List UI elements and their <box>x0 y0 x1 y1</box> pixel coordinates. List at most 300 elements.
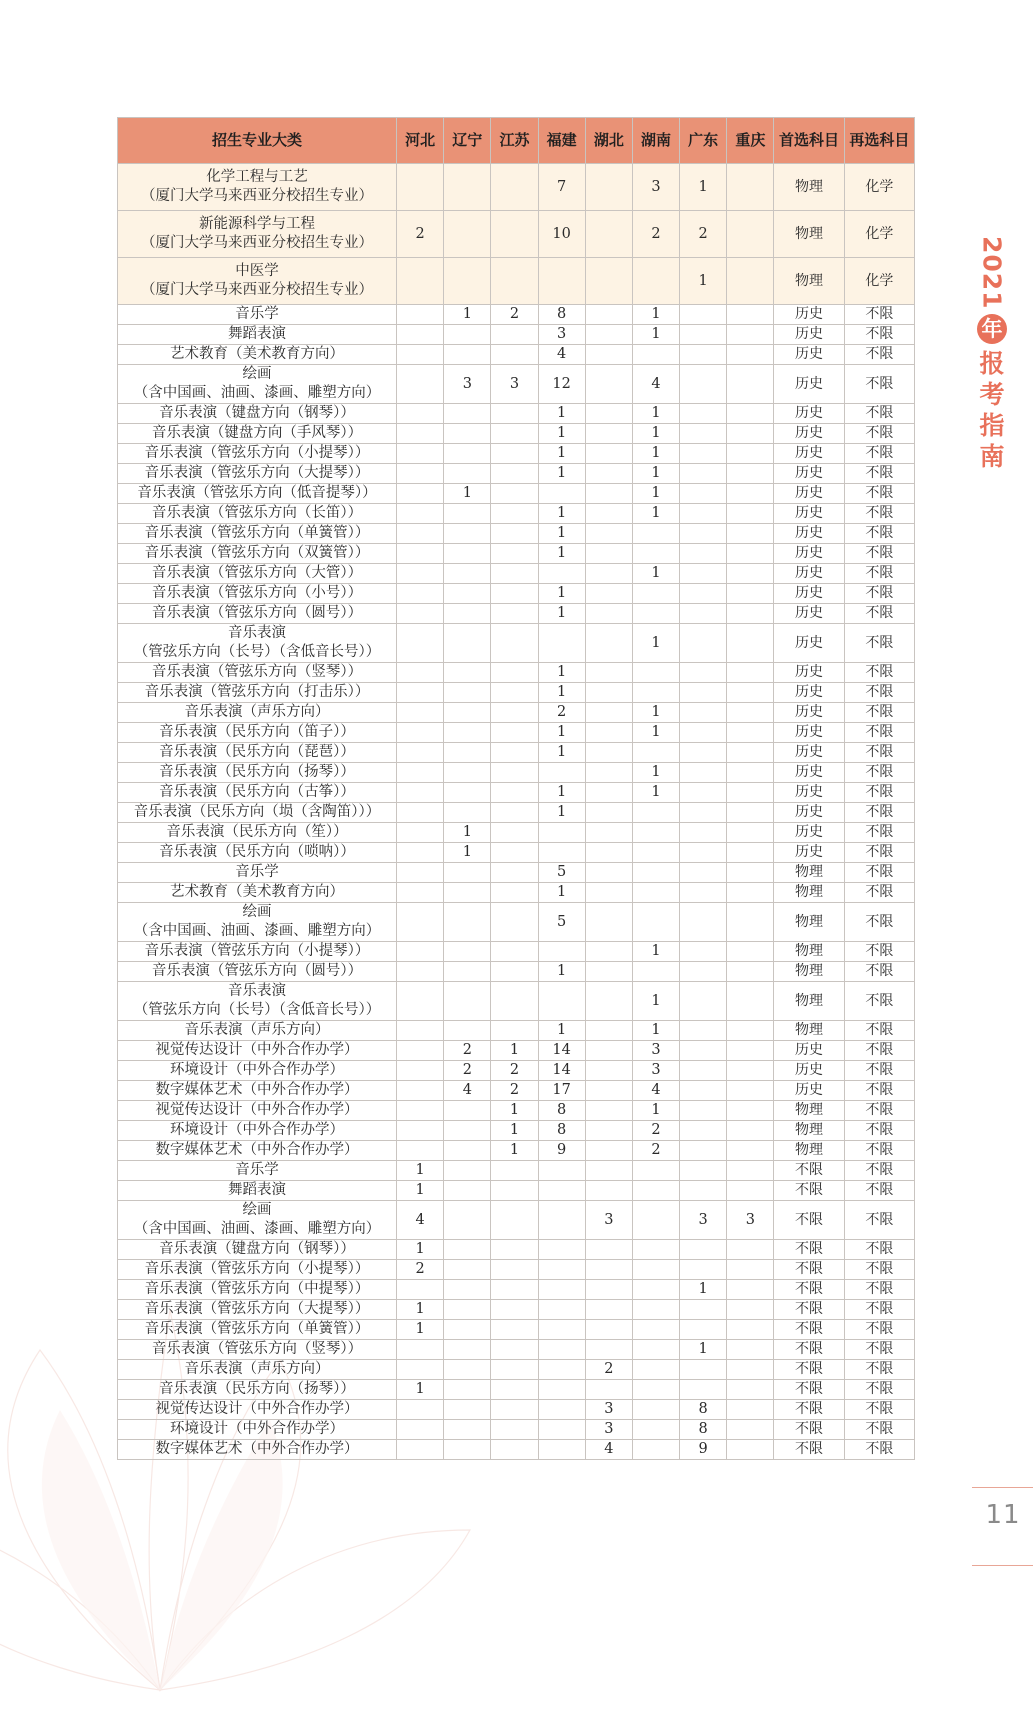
second-subject-cell: 不限 <box>844 1400 914 1420</box>
major-name-line: 音乐表演（民乐方向（笛子）） <box>159 724 355 740</box>
quota-cell <box>727 524 774 544</box>
quota-cell <box>632 1240 679 1260</box>
quota-cell <box>727 723 774 743</box>
table-body <box>118 164 915 1460</box>
quota-cell <box>397 1101 444 1121</box>
quota-cell <box>680 1380 727 1400</box>
quota-cell: 2 <box>491 1081 538 1101</box>
side-title-char: 考 <box>979 379 1005 409</box>
major-name-cell <box>118 211 397 258</box>
table-row <box>118 1300 915 1320</box>
quota-cell <box>491 444 538 464</box>
header-first-subject: 首选科目 <box>774 118 844 164</box>
major-name-line: 视觉传达设计（中外合作办学） <box>155 1401 359 1417</box>
second-subject-cell: 不限 <box>844 723 914 743</box>
major-name-cell <box>118 1101 397 1121</box>
second-subject-cell: 不限 <box>844 1360 914 1380</box>
quota-cell <box>727 305 774 325</box>
major-name-line: 环境设计（中外合作办学） <box>170 1122 345 1138</box>
first-subject-cell: 历史 <box>774 683 844 703</box>
table-row <box>118 1380 915 1400</box>
major-name-line: 艺术教育（美术教育方向） <box>170 346 345 362</box>
quota-cell <box>727 404 774 424</box>
second-subject-cell: 不限 <box>844 743 914 763</box>
major-name-cell <box>118 763 397 783</box>
table-row <box>118 1181 915 1201</box>
quota-cell <box>538 1420 585 1440</box>
major-name-cell <box>118 1041 397 1061</box>
quota-cell <box>680 404 727 424</box>
major-name-line: 音乐表演（民乐方向（埙（含陶笛））） <box>133 804 381 820</box>
quota-cell <box>632 1320 679 1340</box>
first-subject-cell: 历史 <box>774 743 844 763</box>
second-subject-cell: 不限 <box>844 624 914 663</box>
major-name-cell <box>118 305 397 325</box>
second-subject-cell: 不限 <box>844 1041 914 1061</box>
quota-cell <box>632 1280 679 1300</box>
quota-cell <box>680 444 727 464</box>
first-subject-cell: 不限 <box>774 1400 844 1420</box>
major-name-cell <box>118 783 397 803</box>
quota-cell <box>491 584 538 604</box>
second-subject-cell: 不限 <box>844 1141 914 1161</box>
quota-cell <box>491 1181 538 1201</box>
quota-cell <box>680 584 727 604</box>
quota-cell: 2 <box>491 305 538 325</box>
major-name-cell <box>118 863 397 883</box>
quota-cell <box>585 365 632 404</box>
table-row <box>118 1320 915 1340</box>
quota-cell: 1 <box>444 823 491 843</box>
second-subject-cell: 不限 <box>844 1300 914 1320</box>
quota-cell <box>397 564 444 584</box>
quota-cell <box>727 1061 774 1081</box>
header-hubei: 湖北 <box>585 118 632 164</box>
table-row <box>118 484 915 504</box>
major-name-line: 绘画 <box>242 1202 272 1218</box>
quota-cell: 1 <box>491 1141 538 1161</box>
major-name-line: 音乐表演（管弦乐方向（竖琴）） <box>151 1341 363 1357</box>
major-name-line: 音乐表演（键盘方向（钢琴）） <box>159 405 355 421</box>
quota-cell: 7 <box>538 164 585 211</box>
major-name-line: （厦门大学马来西亚分校招生专业） <box>141 235 374 251</box>
quota-cell <box>727 211 774 258</box>
second-subject-cell: 不限 <box>844 1260 914 1280</box>
quota-cell: 1 <box>538 464 585 484</box>
quota-cell <box>632 962 679 982</box>
major-name-cell <box>118 544 397 564</box>
quota-cell <box>680 743 727 763</box>
major-name-cell <box>118 325 397 345</box>
quota-cell <box>491 484 538 504</box>
quota-cell: 10 <box>538 211 585 258</box>
quota-cell <box>727 843 774 863</box>
quota-cell <box>680 345 727 365</box>
quota-cell <box>680 1061 727 1081</box>
quota-cell <box>680 544 727 564</box>
quota-cell <box>585 325 632 345</box>
major-name-cell <box>118 1121 397 1141</box>
quota-cell <box>491 404 538 424</box>
quota-cell <box>632 1260 679 1280</box>
quota-cell: 1 <box>397 1380 444 1400</box>
major-name-line: 音乐表演（管弦乐方向（单簧管）） <box>144 525 370 541</box>
quota-cell: 9 <box>680 1440 727 1460</box>
quota-cell <box>538 1440 585 1460</box>
quota-cell <box>680 783 727 803</box>
quota-cell <box>397 484 444 504</box>
quota-cell <box>585 1380 632 1400</box>
quota-cell <box>491 1440 538 1460</box>
quota-cell <box>727 883 774 903</box>
quota-cell <box>680 604 727 624</box>
quota-cell <box>680 663 727 683</box>
quota-cell <box>585 544 632 564</box>
quota-cell <box>680 863 727 883</box>
quota-cell: 1 <box>632 723 679 743</box>
second-subject-cell: 不限 <box>844 424 914 444</box>
quota-cell <box>538 484 585 504</box>
major-name-line: 音乐表演（管弦乐方向（小提琴）） <box>144 1261 370 1277</box>
header-hebei: 河北 <box>397 118 444 164</box>
quota-cell <box>491 723 538 743</box>
quota-cell <box>491 743 538 763</box>
major-name-line: （含中国画、油画、漆画、雕塑方向） <box>133 385 381 401</box>
table-row <box>118 1061 915 1081</box>
quota-cell <box>680 624 727 663</box>
second-subject-cell: 不限 <box>844 404 914 424</box>
quota-cell <box>444 504 491 524</box>
quota-cell <box>397 703 444 723</box>
quota-cell <box>444 783 491 803</box>
major-name-cell <box>118 1081 397 1101</box>
quota-cell <box>491 564 538 584</box>
quota-cell <box>585 1340 632 1360</box>
quota-cell <box>491 1280 538 1300</box>
quota-cell <box>491 1021 538 1041</box>
quota-cell <box>491 683 538 703</box>
quota-cell <box>727 484 774 504</box>
quota-cell <box>397 404 444 424</box>
quota-cell: 1 <box>632 624 679 663</box>
quota-cell <box>680 484 727 504</box>
quota-cell <box>727 743 774 763</box>
quota-cell <box>538 823 585 843</box>
quota-cell: 1 <box>632 763 679 783</box>
quota-cell <box>444 962 491 982</box>
quota-cell: 2 <box>397 211 444 258</box>
major-name-line: 音乐表演（管弦乐方向（双簧管）） <box>144 545 370 561</box>
first-subject-cell: 历史 <box>774 703 844 723</box>
table-row <box>118 1260 915 1280</box>
first-subject-cell: 历史 <box>774 823 844 843</box>
quota-cell: 4 <box>444 1081 491 1101</box>
quota-cell <box>397 1440 444 1460</box>
second-subject-cell: 不限 <box>844 1121 914 1141</box>
first-subject-cell: 历史 <box>774 544 844 564</box>
quota-cell <box>538 1161 585 1181</box>
quota-cell: 2 <box>491 1061 538 1081</box>
quota-cell: 3 <box>491 365 538 404</box>
second-subject-cell: 不限 <box>844 903 914 942</box>
quota-cell <box>632 345 679 365</box>
major-name-line: 音乐表演（声乐方向） <box>184 1361 330 1377</box>
quota-cell <box>632 1181 679 1201</box>
second-subject-cell: 不限 <box>844 1181 914 1201</box>
table-row <box>118 1021 915 1041</box>
header-chongqing: 重庆 <box>727 118 774 164</box>
quota-cell <box>444 743 491 763</box>
quota-cell: 2 <box>632 1121 679 1141</box>
quota-cell <box>680 723 727 743</box>
major-name-line: 视觉传达设计（中外合作办学） <box>155 1042 359 1058</box>
quota-cell: 8 <box>680 1400 727 1420</box>
quota-cell <box>585 484 632 504</box>
quota-cell <box>397 504 444 524</box>
quota-cell: 1 <box>632 783 679 803</box>
quota-cell <box>585 703 632 723</box>
quota-cell <box>444 1161 491 1181</box>
first-subject-cell: 不限 <box>774 1360 844 1380</box>
first-subject-cell: 历史 <box>774 624 844 663</box>
header-liaoning: 辽宁 <box>444 118 491 164</box>
quota-cell: 3 <box>585 1400 632 1420</box>
quota-cell: 1 <box>491 1041 538 1061</box>
quota-cell <box>727 464 774 484</box>
quota-cell: 1 <box>632 703 679 723</box>
quota-cell <box>397 524 444 544</box>
quota-cell: 1 <box>632 464 679 484</box>
quota-cell: 1 <box>632 1101 679 1121</box>
quota-cell: 1 <box>538 524 585 544</box>
quota-cell <box>727 1380 774 1400</box>
first-subject-cell: 历史 <box>774 1041 844 1061</box>
table-row <box>118 524 915 544</box>
first-subject-cell: 历史 <box>774 345 844 365</box>
table-row <box>118 544 915 564</box>
quota-cell <box>444 1440 491 1460</box>
table-row <box>118 624 915 663</box>
quota-cell <box>632 524 679 544</box>
quota-cell <box>397 1420 444 1440</box>
first-subject-cell: 历史 <box>774 604 844 624</box>
table-row <box>118 211 915 258</box>
quota-cell <box>491 464 538 484</box>
major-name-cell <box>118 1300 397 1320</box>
quota-cell <box>727 1101 774 1121</box>
quota-cell <box>397 903 444 942</box>
quota-cell <box>491 962 538 982</box>
major-name-line: 绘画 <box>242 904 272 920</box>
second-subject-cell: 不限 <box>844 564 914 584</box>
quota-cell <box>727 962 774 982</box>
quota-cell: 1 <box>680 1280 727 1300</box>
quota-cell: 2 <box>632 211 679 258</box>
major-name-line: 音乐表演（管弦乐方向（中提琴）） <box>144 1281 370 1297</box>
quota-cell: 3 <box>632 1061 679 1081</box>
quota-cell: 1 <box>632 444 679 464</box>
table-row <box>118 683 915 703</box>
second-subject-cell: 不限 <box>844 1380 914 1400</box>
quota-cell <box>444 211 491 258</box>
major-name-line: 音乐学 <box>235 306 279 322</box>
quota-cell <box>397 1340 444 1360</box>
second-subject-cell: 不限 <box>844 1420 914 1440</box>
quota-cell <box>491 1380 538 1400</box>
quota-cell <box>491 345 538 365</box>
table-row <box>118 404 915 424</box>
major-name-line: 舞蹈表演 <box>228 1182 287 1198</box>
second-subject-cell: 不限 <box>844 843 914 863</box>
first-subject-cell: 历史 <box>774 524 844 544</box>
second-subject-cell: 不限 <box>844 803 914 823</box>
quota-cell <box>397 823 444 843</box>
quota-cell <box>491 763 538 783</box>
quota-cell <box>444 1340 491 1360</box>
quota-cell <box>727 504 774 524</box>
quota-cell <box>632 1300 679 1320</box>
quota-cell <box>585 1141 632 1161</box>
table-row <box>118 723 915 743</box>
quota-cell <box>585 624 632 663</box>
table-row <box>118 803 915 823</box>
quota-cell <box>680 942 727 962</box>
quota-cell <box>727 763 774 783</box>
quota-cell <box>585 982 632 1021</box>
quota-cell <box>397 683 444 703</box>
quota-cell <box>632 1360 679 1380</box>
major-name-line: 音乐学 <box>235 1162 279 1178</box>
quota-cell <box>680 1181 727 1201</box>
quota-cell: 1 <box>632 942 679 962</box>
first-subject-cell: 历史 <box>774 843 844 863</box>
second-subject-cell: 不限 <box>844 345 914 365</box>
header-guangdong: 广东 <box>680 118 727 164</box>
quota-cell: 4 <box>585 1440 632 1460</box>
major-name-line: 音乐表演（管弦乐方向（大提琴）） <box>144 465 370 481</box>
quota-cell: 1 <box>538 584 585 604</box>
quota-cell <box>585 763 632 783</box>
major-name-cell <box>118 504 397 524</box>
major-name-line: 音乐表演 <box>228 625 287 641</box>
first-subject-cell: 历史 <box>774 444 844 464</box>
quota-cell <box>491 424 538 444</box>
quota-cell: 1 <box>538 803 585 823</box>
major-name-line: 音乐表演（管弦乐方向（小提琴）） <box>144 943 370 959</box>
quota-cell <box>680 305 727 325</box>
quota-cell <box>727 424 774 444</box>
quota-cell <box>632 1440 679 1460</box>
quota-cell: 1 <box>397 1181 444 1201</box>
quota-cell <box>444 444 491 464</box>
quota-cell <box>585 962 632 982</box>
major-name-cell <box>118 365 397 404</box>
quota-cell <box>632 1340 679 1360</box>
major-name-cell <box>118 1440 397 1460</box>
quota-cell <box>491 504 538 524</box>
quota-cell <box>444 803 491 823</box>
quota-cell <box>585 444 632 464</box>
second-subject-cell: 不限 <box>844 1340 914 1360</box>
quota-cell <box>491 1300 538 1320</box>
table-row <box>118 1280 915 1300</box>
first-subject-cell: 历史 <box>774 584 844 604</box>
major-name-line: 绘画 <box>242 366 272 382</box>
quota-cell <box>632 1400 679 1420</box>
quota-cell <box>397 962 444 982</box>
quota-cell <box>491 803 538 823</box>
table-row <box>118 604 915 624</box>
major-name-cell <box>118 1360 397 1380</box>
quota-cell <box>585 1280 632 1300</box>
side-year: 2021 <box>977 236 1007 310</box>
major-name-cell <box>118 1320 397 1340</box>
quota-cell <box>491 843 538 863</box>
second-subject-cell: 不限 <box>844 823 914 843</box>
quota-cell <box>444 723 491 743</box>
second-subject-cell: 化学 <box>844 258 914 305</box>
quota-cell: 1 <box>538 663 585 683</box>
quota-cell <box>727 683 774 703</box>
major-name-line: （管弦乐方向（长号）（含低音长号）） <box>133 1002 381 1018</box>
major-name-line: 音乐表演（声乐方向） <box>184 1022 330 1038</box>
quota-cell: 2 <box>585 1360 632 1380</box>
page-number-top-rule <box>972 1487 1033 1488</box>
table-row <box>118 1240 915 1260</box>
quota-cell <box>397 258 444 305</box>
quota-cell <box>585 743 632 763</box>
quota-cell <box>491 1400 538 1420</box>
first-subject-cell: 历史 <box>774 803 844 823</box>
quota-cell <box>632 544 679 564</box>
header-hunan: 湖南 <box>632 118 679 164</box>
quota-cell: 1 <box>538 544 585 564</box>
major-name-cell <box>118 1181 397 1201</box>
page-number-bottom-rule <box>972 1565 1033 1566</box>
major-name-line: 音乐学 <box>235 864 279 880</box>
major-name-cell <box>118 1021 397 1041</box>
quota-cell <box>444 464 491 484</box>
quota-cell <box>397 783 444 803</box>
major-name-line: 音乐表演（管弦乐方向（低音提琴）） <box>137 485 377 501</box>
quota-cell <box>632 604 679 624</box>
table-row <box>118 942 915 962</box>
major-name-cell <box>118 164 397 211</box>
quota-cell <box>727 1161 774 1181</box>
table-row <box>118 903 915 942</box>
quota-cell: 3 <box>727 1201 774 1240</box>
major-name-line: 音乐表演（民乐方向（唢呐）） <box>159 844 355 860</box>
first-subject-cell: 物理 <box>774 164 844 211</box>
first-subject-cell: 历史 <box>774 763 844 783</box>
table-row <box>118 365 915 404</box>
second-subject-cell: 不限 <box>844 1440 914 1460</box>
quota-cell <box>444 424 491 444</box>
table-row <box>118 424 915 444</box>
second-subject-cell: 不限 <box>844 962 914 982</box>
quota-cell: 1 <box>491 1121 538 1141</box>
quota-cell: 14 <box>538 1061 585 1081</box>
quota-cell: 2 <box>444 1041 491 1061</box>
quota-cell <box>397 544 444 564</box>
major-name-cell <box>118 564 397 584</box>
quota-cell <box>680 1021 727 1041</box>
quota-cell <box>727 1240 774 1260</box>
quota-cell <box>444 345 491 365</box>
quota-cell <box>397 365 444 404</box>
major-name-line: （含中国画、油画、漆画、雕塑方向） <box>133 923 381 939</box>
quota-cell <box>491 1340 538 1360</box>
